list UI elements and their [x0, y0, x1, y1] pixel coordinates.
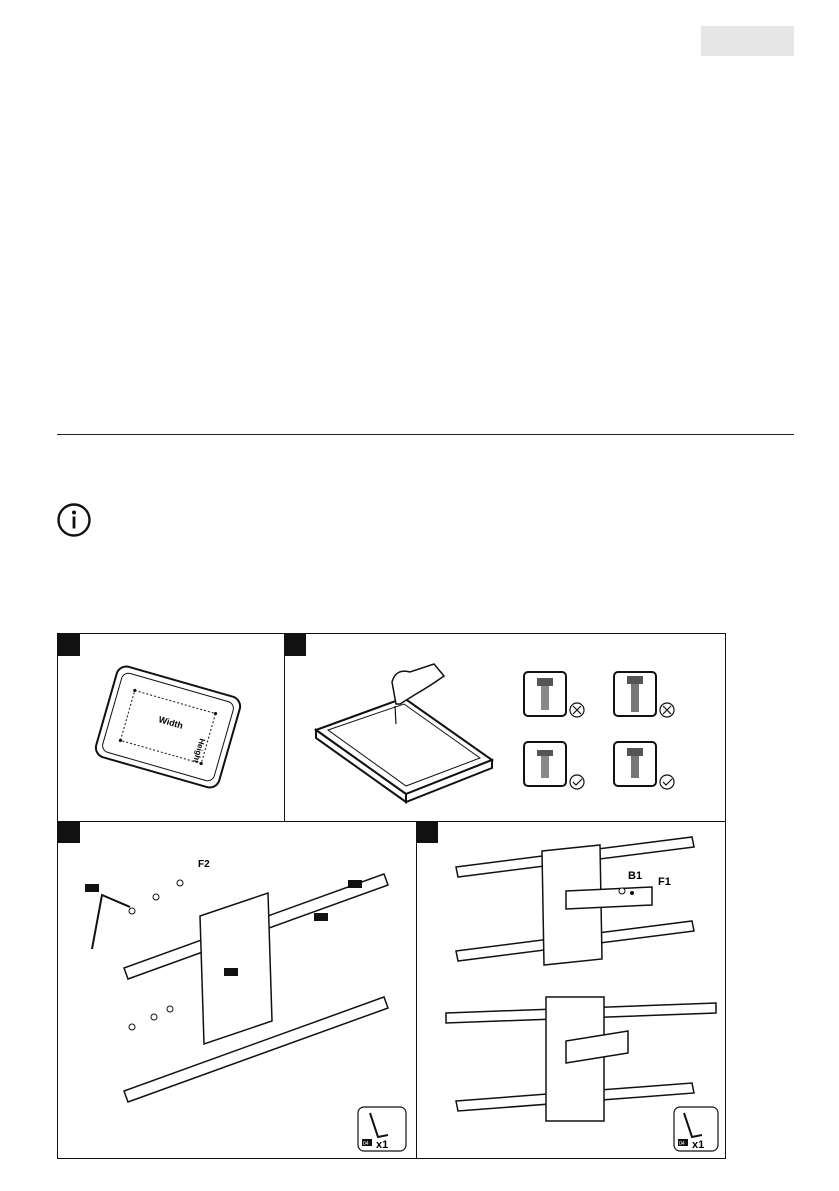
- tool-count-label: x1: [692, 1139, 705, 1151]
- info-icon: [56, 502, 92, 538]
- tool-code-label: 04: [679, 1141, 685, 1147]
- screw-label-f1: F1: [658, 876, 671, 888]
- washer-label-b1: B1: [628, 870, 643, 882]
- step-panel-mount-tv: [416, 821, 725, 1158]
- section-divider: [57, 434, 794, 435]
- screw-correct-1: [524, 742, 584, 789]
- step-panel-attach-brackets: [58, 821, 417, 1158]
- width-label: Width: [157, 714, 185, 731]
- tv-back-drawing: [58, 634, 285, 822]
- screw-correct-2: [614, 742, 674, 789]
- mount-assembly-drawing: [416, 821, 725, 1158]
- screw-too-long: [614, 672, 674, 717]
- screw-label-f2: F2: [198, 859, 210, 870]
- step-panel-measure: [58, 634, 285, 822]
- height-label: Height: [191, 737, 207, 764]
- bracket-assembly-drawing: [58, 821, 417, 1158]
- screw-too-short: [524, 672, 584, 717]
- language-tab: [701, 26, 794, 56]
- tool-code-label: 04: [363, 1141, 369, 1147]
- tool-count-label: x1: [376, 1139, 389, 1151]
- installation-figure: [57, 633, 726, 1159]
- step-panel-screw-check: [284, 634, 725, 822]
- screw-check-drawing: [284, 634, 725, 822]
